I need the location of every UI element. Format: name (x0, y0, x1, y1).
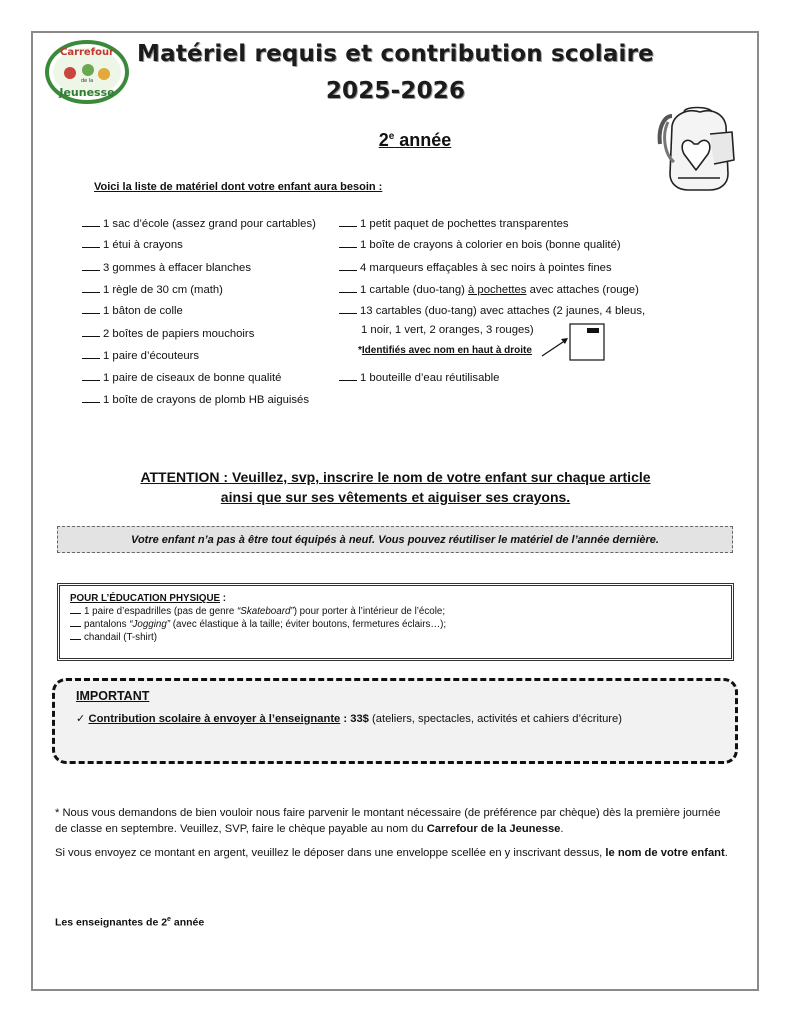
pe-item: 1 paire d’espadrilles (pas de genre “Skateboard”) pour porter à l’intérieur de l’école; (70, 605, 721, 618)
pe-item: pantalons “Jogging” (avec élastique à la taille; éviter boutons, fermetures éclairs…); (70, 618, 721, 631)
checkmark-icon: ✓ (76, 713, 86, 725)
checkbox-blank[interactable] (339, 371, 357, 381)
duotang-label-illustration (538, 320, 610, 364)
attention-line1: ATTENTION : Veuillez, svp, inscrire le nom de votre enfant sur chaque article (140, 469, 651, 485)
checkbox-blank[interactable] (70, 605, 81, 614)
identification-note: *Identifiés avec nom en haut à droite (358, 345, 532, 356)
logo-text-bottom: Jeunesse (59, 86, 115, 99)
supply-item: 2 boîtes de papiers mouchoirs (82, 327, 254, 340)
supply-item: 1 boîte de crayons de plomb HB aiguisés (82, 393, 309, 406)
page-title-line2: 2025-2026 (325, 78, 466, 104)
checkbox-blank[interactable] (82, 349, 100, 359)
supply-item: 3 gommes à effacer blanches (82, 261, 251, 274)
attention-line2: ainsi que sur ses vêtements et aiguiser ses crayons. (220, 489, 571, 505)
checkbox-blank[interactable] (70, 631, 81, 640)
intro-text: Voici la liste de matériel dont votre enfant aura besoin : (94, 181, 383, 193)
supply-item: 1 paire de ciseaux de bonne qualité (82, 371, 281, 384)
physical-education-box (57, 583, 734, 661)
reuse-note-box (57, 526, 733, 553)
checkbox-blank[interactable] (339, 217, 357, 227)
signature-line: Les enseignantes de 2e année (55, 916, 205, 929)
logo-text-top: Carrefour (59, 47, 115, 58)
contribution-line: ✓ Contribution scolaire à envoyer à l’enseignante : 33$ (ateliers, spectacles, activités et cahiers d’écriture) (76, 713, 622, 725)
checkbox-blank[interactable] (339, 304, 357, 314)
supply-item: 4 marqueurs effaçables à sec noirs à pointes fines (339, 261, 612, 274)
cash-paragraph: Si vous envoyez ce montant en argent, veuillez le déposer dans une enveloppe scellée en y inscrivant dessus, le nom de votre enfant. (55, 847, 728, 859)
supply-item: 1 bâton de colle (82, 304, 183, 317)
checkbox-blank[interactable] (82, 393, 100, 403)
checkbox-blank[interactable] (82, 327, 100, 337)
reuse-note-text: Votre enfant n’a pas à être tout équipés à neuf. Vous pouvez réutiliser le matériel de l’année dernière. (131, 533, 659, 546)
checkbox-blank[interactable] (82, 261, 100, 271)
checkbox-blank[interactable] (82, 304, 100, 314)
logo-text-mid: de la (80, 78, 94, 84)
page-title-line1: Matériel requis et contribution scolaire (137, 41, 654, 67)
supply-item: 13 cartables (duo-tang) avec attaches (2 jaunes, 4 bleus, (339, 304, 645, 317)
checkbox-blank[interactable] (339, 283, 357, 293)
supply-item: 1 boîte de crayons à colorier en bois (bonne qualité) (339, 238, 621, 251)
pe-item: chandail (T-shirt) (70, 631, 721, 644)
checkbox-blank[interactable] (82, 217, 100, 227)
contribution-amount: 33$ (350, 713, 369, 725)
supply-item: 1 petit paquet de pochettes transparentes (339, 217, 569, 230)
supply-item: 1 bouteille d’eau réutilisable (339, 371, 499, 384)
supply-item: 1 cartable (duo-tang) à pochettes avec attaches (rouge) (339, 283, 639, 296)
backpack-illustration (654, 104, 742, 196)
supply-item: 1 règle de 30 cm (math) (82, 283, 223, 296)
grade-heading: 2e année (378, 130, 452, 150)
checkbox-blank[interactable] (82, 283, 100, 293)
supply-item: 1 paire d’écouteurs (82, 349, 199, 362)
pe-title: POUR L’ÉDUCATION PHYSIQUE : (70, 593, 227, 604)
supply-item-continued: 1 noir, 1 vert, 2 oranges, 3 rouges) (361, 324, 534, 336)
checkbox-blank[interactable] (82, 238, 100, 248)
checkbox-blank[interactable] (82, 371, 100, 381)
supply-item: 1 étui à crayons (82, 238, 183, 251)
checkbox-blank[interactable] (70, 618, 81, 627)
important-title: IMPORTANT (76, 689, 150, 703)
payment-paragraph: * Nous vous demandons de bien vouloir nous faire parvenir le montant nécessaire (de préférence par chèque) dès la première journée de classe en septembre. Veuillez, SVP, faire le chèque payable au nom du Carrefour de la Jeunesse. (55, 807, 721, 835)
supply-item: 1 sac d’école (assez grand pour cartables) (82, 217, 316, 230)
checkbox-blank[interactable] (339, 261, 357, 271)
checkbox-blank[interactable] (339, 238, 357, 248)
